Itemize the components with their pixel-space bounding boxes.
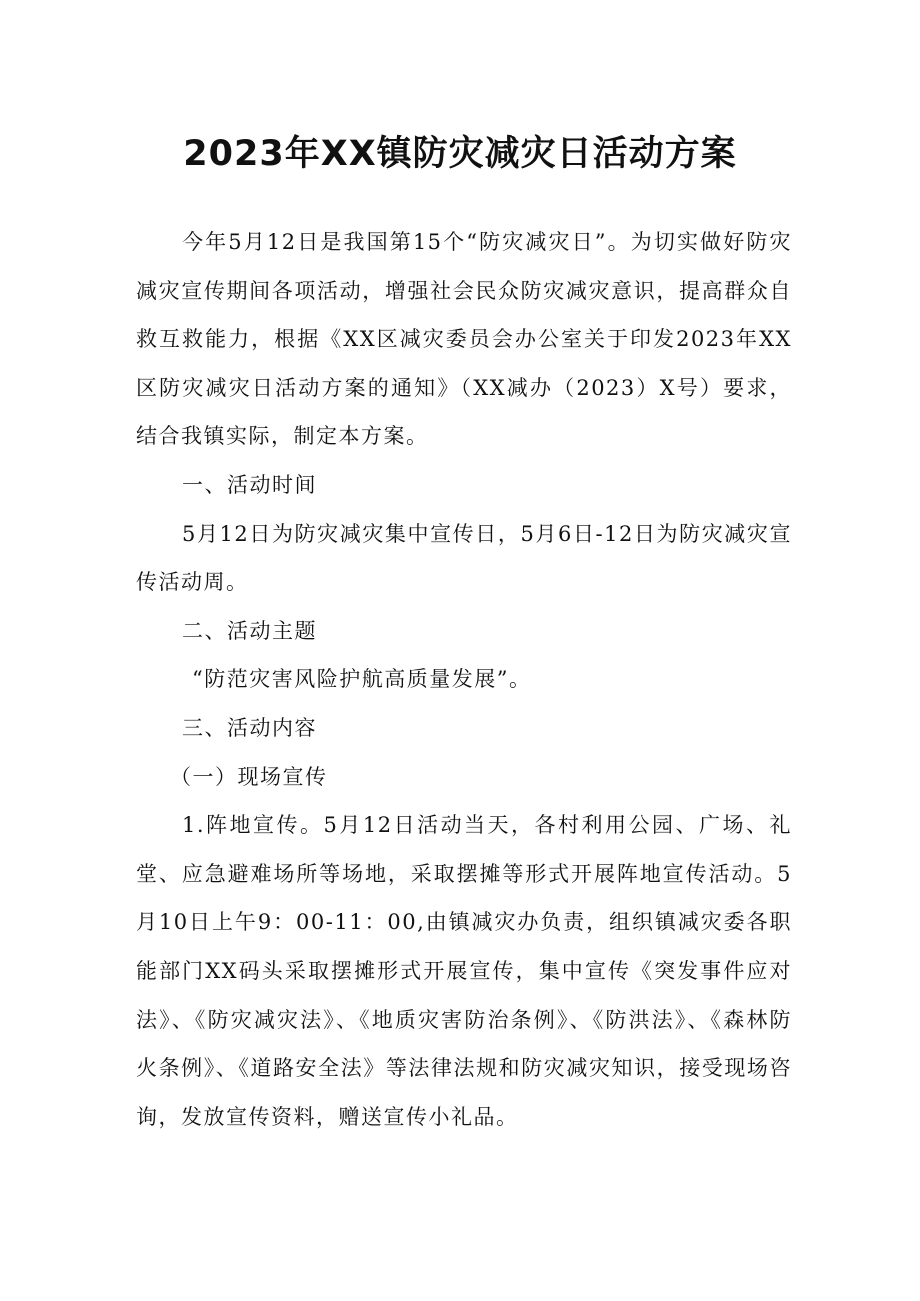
intro-paragraph: 今年5月12日是我国第15个“防灾减灾日”。为切实做好防灾减灾宣传期间各项活动，增强社会民众防灾减灾意识，提高群众自救互救能力，根据《XX区减灾委员会办公室关于印发2023年XX区防灾减灾日活动方案的通知》（XX减办（2023）X号）要求，结合我镇实际，制定本方案。 (136, 230, 792, 449)
document-body (136, 218, 792, 1141)
section-heading-time: 一、活动时间 (182, 472, 317, 497)
section-heading-content: 三、活动内容 (182, 715, 317, 740)
section-heading-theme: 二、活动主题 (182, 618, 317, 643)
onsite-paragraph: 1.阵地宣传。5月12日活动当天，各村利用公园、广场、礼堂、应急避难场所等场地，采取摆摊等形式开展阵地宣传活动。5月10日上午9：00-11：00,由镇减灾办负责，组织镇减灾委各职能部门XX码头采取摆摊形式开展宣传，集中宣传《突发事件应对法》、《防灾减灾法》、《地质灾害防治条例》、《防洪法》、《森林防火条例》、《道路安全法》等法律法规和防灾减灾知识，接受现场咨询，发放宣传资料，赠送宣传小礼品。 (136, 813, 792, 1129)
theme-paragraph: “防范灾害风险护航高质量发展”。 (192, 667, 532, 692)
subsection-heading-onsite: （一）现场宣传 (170, 764, 328, 789)
document-title: 2023年XX镇防灾减灾日活动方案 (183, 134, 737, 174)
time-paragraph: 5月12日为防灾减灾集中宣传日，5月6日-12日为防灾减灾宣传活动周。 (136, 521, 792, 595)
